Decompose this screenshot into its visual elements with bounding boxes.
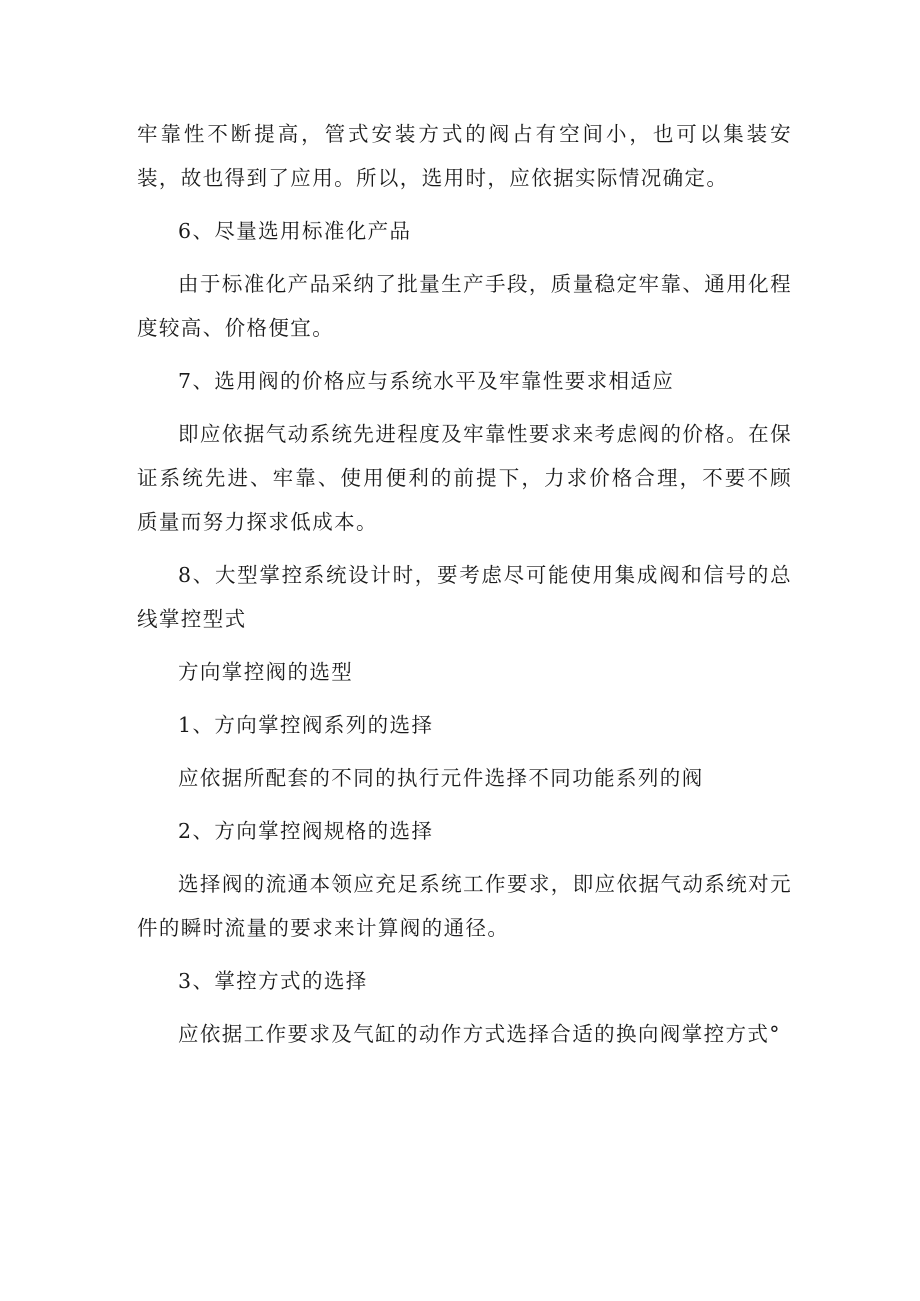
document-body [137, 112, 792, 1065]
section-title-direction-valve: 方向掌控阀的选型 [178, 660, 354, 684]
body-paragraph-control: 应依据工作要求及气缸的动作方式选择合适的换向阀掌控方式° [178, 1022, 781, 1046]
subsection-heading-3: 3、掌控方式的选择 [178, 969, 368, 993]
subsection-heading-1: 1、方向掌控阀系列的选择 [178, 713, 434, 737]
subsection-heading-2: 2、方向掌控阀规格的选择 [178, 819, 434, 843]
body-paragraph-series: 应依据所配套的不同的执行元件选择不同功能系列的阀 [178, 766, 704, 790]
section-heading-7: 7、选用阀的价格应与系统水平及牢靠性要求相适应 [178, 369, 675, 393]
body-paragraph-standardization: 由于标准化产品采纳了批量生产手段，质量稳定牢靠、通用化程度较高、价格便宜。 [137, 272, 792, 340]
body-paragraph-flow: 选择阀的流通本领应充足系统工作要求，即应依据气动系统对元件的瞬时流量的要求来计算阀的通径。 [137, 872, 792, 940]
body-paragraph-continuation: 牢靠性不断提高，管式安装方式的阀占有空间小，也可以集装安装，故也得到了应用。所以，选用时，应依据实际情况确定。 [137, 122, 792, 190]
body-paragraph-price: 即应依据气动系统先进程度及牢靠性要求来考虑阀的价格。在保证系统先进、牢靠、使用便利的前提下，力求价格合理，不要不顾质量而努力探求低成本。 [137, 422, 792, 534]
section-heading-8: 8、大型掌控系统设计时，要考虑尽可能使用集成阀和信号的总线掌控型式 [137, 563, 792, 631]
section-heading-6: 6、尽量选用标准化产品 [178, 219, 412, 243]
